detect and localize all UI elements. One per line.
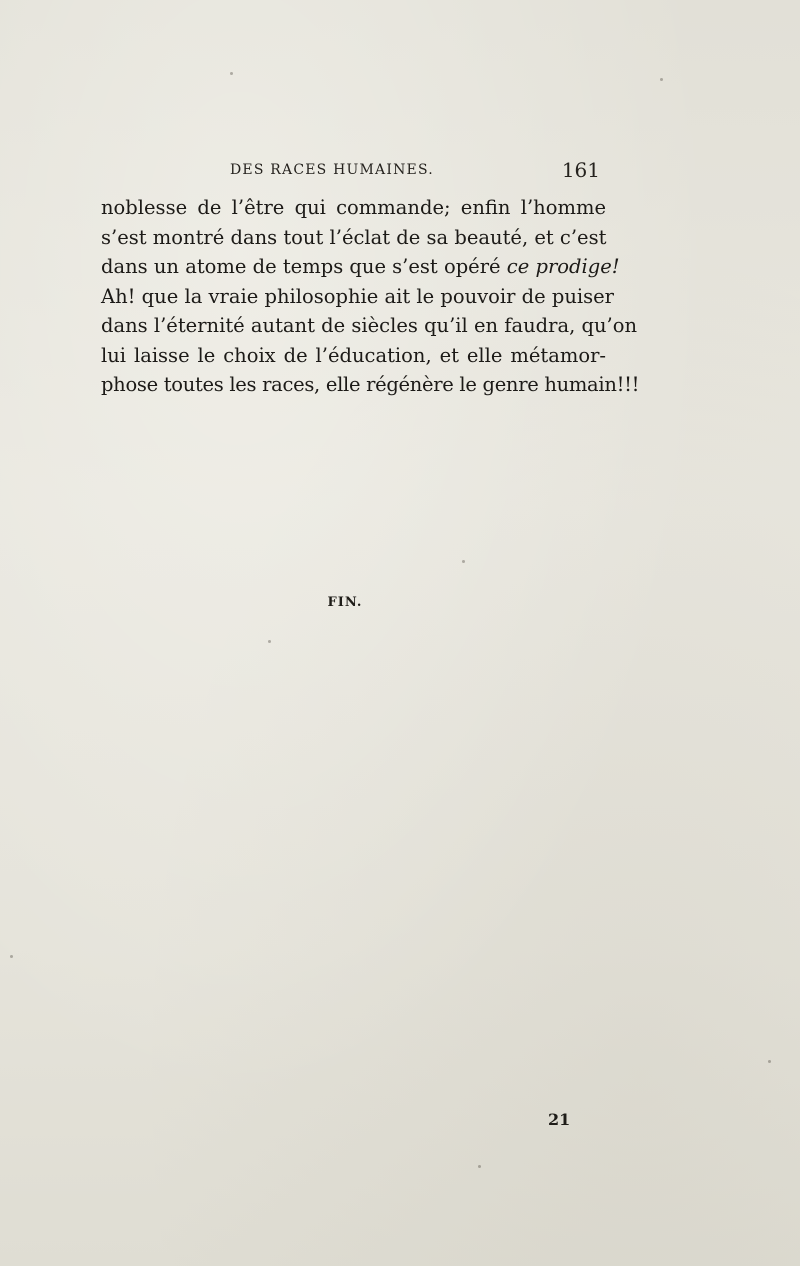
running-head [100, 160, 600, 184]
text-line: phose toutes les races, elle régénère le genre humain!!! [101, 373, 640, 396]
text-line: dans l’éternité autant de siècles qu’il en faudra, qu’on [101, 314, 638, 337]
italic-phrase: ce prodige! [506, 255, 620, 278]
text-line: noblesse de l’être qui commande; enfin l’homme [101, 196, 606, 219]
end-mark: FIN. [327, 595, 363, 610]
running-title: DES RACES HUMAINES. [230, 162, 434, 178]
text-line: Ah! que la vraie philosophie ait le pouvoir de puiser [101, 284, 615, 308]
text-line: lui laisse le choix de l’éducation, et elle métamor- [101, 343, 606, 367]
text-line: s’est montré dans tout l’éclat de sa beauté, et c’est [101, 225, 607, 249]
body-text [101, 193, 640, 400]
signature-mark: 21 [548, 1110, 571, 1129]
text-line-main: dans un atome de temps que s’est opéré [101, 255, 501, 278]
page-number: 161 [561, 158, 600, 182]
text-line [101, 252, 620, 282]
